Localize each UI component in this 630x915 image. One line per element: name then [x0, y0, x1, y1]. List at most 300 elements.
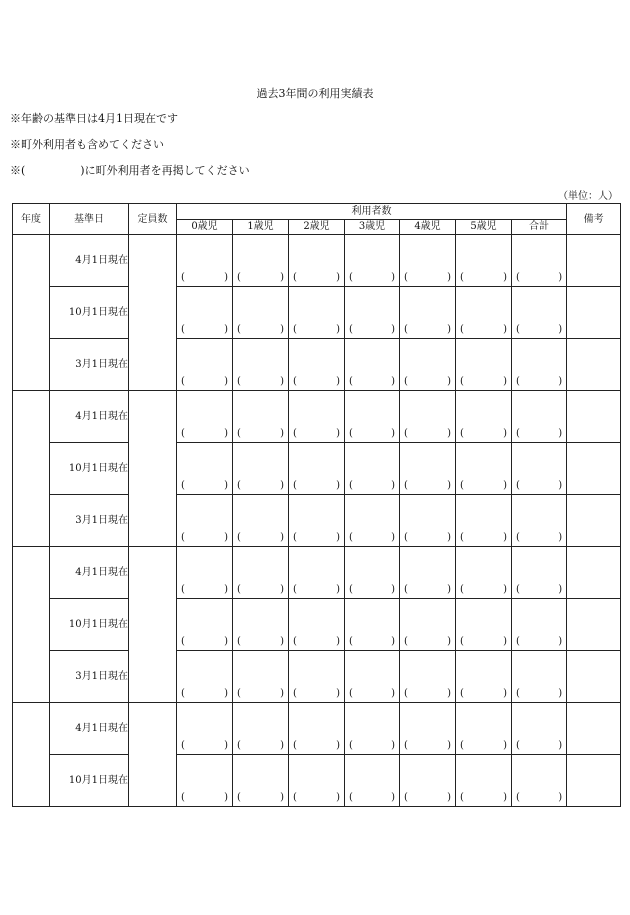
- paren-close: ): [280, 636, 284, 647]
- outside-restate-paren: [293, 689, 340, 699]
- user-count-cell[interactable]: [345, 391, 400, 443]
- paren-open: (: [181, 584, 185, 595]
- outside-restate-paren: [516, 429, 562, 439]
- paren-close: ): [558, 480, 563, 491]
- paren-open: (: [404, 740, 408, 751]
- paren-open: (: [349, 324, 353, 335]
- paren-close: ): [224, 636, 228, 647]
- user-count-cell[interactable]: [177, 755, 233, 807]
- paren-close: ): [280, 324, 284, 335]
- user-count-cell[interactable]: [177, 495, 233, 547]
- outside-restate-paren: [516, 325, 562, 335]
- outside-restate-paren: [404, 741, 451, 751]
- table-row: [13, 495, 621, 547]
- paren-open: (: [181, 636, 185, 647]
- paren-open: (: [237, 324, 241, 335]
- user-count-cell[interactable]: [345, 443, 400, 495]
- base-date-label: 10月1日現在: [68, 619, 128, 630]
- paren-open: (: [181, 688, 185, 699]
- outside-restate-paren: [516, 793, 562, 803]
- outside-restate-paren: [460, 689, 507, 699]
- paren-open: (: [293, 584, 297, 595]
- paren-open: (: [237, 376, 241, 387]
- year-cell[interactable]: [13, 547, 50, 703]
- paren-close: ): [224, 480, 228, 491]
- user-count-cell[interactable]: [456, 755, 512, 807]
- header-year: 年度: [13, 204, 50, 235]
- paren-close: ): [391, 272, 395, 283]
- user-count-cell[interactable]: [289, 703, 345, 755]
- paren-open: (: [349, 636, 353, 647]
- paren-open: (: [293, 636, 297, 647]
- outside-restate-paren: [404, 429, 451, 439]
- outside-restate-paren: [237, 637, 284, 647]
- paren-close: ): [503, 636, 507, 647]
- note-restate-outside: ※( )に町外利用者を再掲してください: [10, 164, 250, 177]
- user-count-cell[interactable]: [456, 391, 512, 443]
- user-count-cell[interactable]: [456, 651, 512, 703]
- outside-restate-paren: [237, 429, 284, 439]
- paren-close: ): [503, 532, 507, 543]
- user-count-cell[interactable]: [400, 287, 456, 339]
- paren-open: (: [237, 584, 241, 595]
- paren-open: (: [237, 532, 241, 543]
- outside-restate-paren: [516, 637, 562, 647]
- user-count-cell[interactable]: [456, 547, 512, 599]
- paren-open: (: [237, 792, 241, 803]
- paren-open: (: [516, 636, 520, 647]
- paren-close: ): [558, 428, 563, 439]
- paren-open: (: [349, 792, 353, 803]
- base-date-label: 10月1日現在: [68, 775, 128, 786]
- user-count-cell[interactable]: [289, 651, 345, 703]
- user-count-cell[interactable]: [400, 755, 456, 807]
- user-count-cell[interactable]: [289, 235, 345, 287]
- paren-close: ): [391, 688, 395, 699]
- paren-open: (: [460, 792, 464, 803]
- user-count-cell[interactable]: [233, 755, 289, 807]
- note-age-basis: ※年齢の基準日は4月1日現在です: [10, 112, 178, 125]
- user-count-cell[interactable]: [177, 391, 233, 443]
- table-row: [13, 339, 621, 391]
- user-count-cell[interactable]: [177, 651, 233, 703]
- outside-restate-paren: [293, 533, 340, 543]
- paren-open: (: [516, 740, 520, 751]
- outside-restate-paren: [237, 273, 284, 283]
- paren-open: (: [460, 272, 464, 283]
- user-count-cell[interactable]: [233, 547, 289, 599]
- outside-restate-paren: [181, 377, 228, 387]
- header-capacity: 定員数: [129, 204, 177, 235]
- outside-restate-paren: [349, 741, 395, 751]
- user-count-cell[interactable]: [512, 495, 567, 547]
- base-date-label: 4月1日現在: [75, 255, 128, 266]
- user-count-cell[interactable]: [345, 703, 400, 755]
- paren-open: (: [181, 272, 185, 283]
- outside-restate-paren: [404, 481, 451, 491]
- paren-close: ): [280, 480, 284, 491]
- user-count-cell[interactable]: [345, 339, 400, 391]
- paren-close: ): [447, 688, 451, 699]
- user-count-cell[interactable]: [512, 339, 567, 391]
- user-count-cell[interactable]: [289, 443, 345, 495]
- paren-open: (: [237, 688, 241, 699]
- user-count-cell[interactable]: [512, 599, 567, 651]
- user-count-cell[interactable]: [345, 755, 400, 807]
- paren-close: ): [391, 376, 395, 387]
- usage-record-table: [12, 203, 621, 807]
- paren-close: ): [447, 480, 451, 491]
- paren-open: (: [293, 532, 297, 543]
- outside-restate-paren: [460, 377, 507, 387]
- paren-close: ): [336, 532, 340, 543]
- base-date-label: 3月1日現在: [75, 359, 128, 370]
- outside-restate-paren: [404, 793, 451, 803]
- base-date-cell: [50, 391, 129, 443]
- user-count-cell[interactable]: [456, 339, 512, 391]
- paren-close: ): [224, 532, 228, 543]
- year-cell[interactable]: [13, 703, 50, 807]
- outside-restate-paren: [516, 533, 562, 543]
- paren-close: ): [391, 324, 395, 335]
- user-count-cell[interactable]: [289, 339, 345, 391]
- table-row: [13, 703, 621, 755]
- remarks-cell[interactable]: [567, 599, 621, 651]
- header-age-6: 合計: [512, 219, 567, 235]
- user-count-cell[interactable]: [456, 443, 512, 495]
- paren-close: ): [280, 376, 284, 387]
- outside-restate-paren: [460, 273, 507, 283]
- paren-open: (: [237, 740, 241, 751]
- remarks-cell[interactable]: [567, 235, 621, 287]
- user-count-cell[interactable]: [233, 339, 289, 391]
- remarks-cell[interactable]: [567, 443, 621, 495]
- user-count-cell[interactable]: [177, 547, 233, 599]
- capacity-cell[interactable]: [129, 547, 177, 703]
- outside-restate-paren: [293, 273, 340, 283]
- paren-open: (: [237, 428, 241, 439]
- paren-close: ): [558, 272, 563, 283]
- user-count-cell[interactable]: [400, 599, 456, 651]
- paren-open: (: [516, 532, 520, 543]
- paren-open: (: [404, 584, 408, 595]
- paren-open: (: [181, 792, 185, 803]
- paren-close: ): [391, 532, 395, 543]
- outside-restate-paren: [349, 325, 395, 335]
- user-count-cell[interactable]: [233, 443, 289, 495]
- outside-restate-paren: [404, 273, 451, 283]
- outside-restate-paren: [237, 481, 284, 491]
- outside-restate-paren: [237, 585, 284, 595]
- paren-close: ): [558, 376, 563, 387]
- paren-close: ): [391, 480, 395, 491]
- paren-close: ): [280, 272, 284, 283]
- year-cell[interactable]: [13, 235, 50, 391]
- outside-restate-paren: [181, 533, 228, 543]
- paren-close: ): [336, 428, 340, 439]
- remarks-cell[interactable]: [567, 547, 621, 599]
- outside-restate-paren: [460, 481, 507, 491]
- table-row: [13, 755, 621, 807]
- table-row: [13, 235, 621, 287]
- paren-close: ): [224, 272, 228, 283]
- outside-restate-paren: [349, 793, 395, 803]
- outside-restate-paren: [349, 585, 395, 595]
- paren-close: ): [280, 740, 284, 751]
- user-count-cell[interactable]: [233, 495, 289, 547]
- outside-restate-paren: [460, 741, 507, 751]
- paren-close: ): [447, 428, 451, 439]
- paren-close: ): [391, 584, 395, 595]
- outside-restate-paren: [460, 637, 507, 647]
- outside-restate-paren: [293, 429, 340, 439]
- paren-close: ): [503, 376, 507, 387]
- user-count-cell[interactable]: [400, 391, 456, 443]
- outside-restate-paren: [293, 325, 340, 335]
- user-count-cell[interactable]: [400, 235, 456, 287]
- outside-restate-paren: [516, 377, 562, 387]
- remarks-cell[interactable]: [567, 339, 621, 391]
- paren-close: ): [503, 272, 507, 283]
- outside-restate-paren: [460, 429, 507, 439]
- paren-close: ): [391, 792, 395, 803]
- remarks-cell[interactable]: [567, 651, 621, 703]
- paren-close: ): [503, 792, 507, 803]
- outside-restate-paren: [460, 793, 507, 803]
- base-date-cell: [50, 235, 129, 287]
- paren-close: ): [503, 584, 507, 595]
- paren-open: (: [237, 480, 241, 491]
- user-count-cell[interactable]: [400, 339, 456, 391]
- base-date-label: 4月1日現在: [75, 723, 128, 734]
- paren-close: ): [224, 740, 228, 751]
- outside-restate-paren: [516, 689, 562, 699]
- remarks-cell[interactable]: [567, 495, 621, 547]
- user-count-cell[interactable]: [345, 547, 400, 599]
- outside-restate-paren: [293, 793, 340, 803]
- paren-open: (: [181, 428, 185, 439]
- paren-close: ): [558, 532, 563, 543]
- remarks-cell[interactable]: [567, 391, 621, 443]
- user-count-cell[interactable]: [512, 443, 567, 495]
- paren-close: ): [391, 428, 395, 439]
- outside-restate-paren: [181, 429, 228, 439]
- outside-restate-paren: [516, 273, 562, 283]
- paren-open: (: [404, 480, 408, 491]
- paren-open: (: [349, 428, 353, 439]
- remarks-cell[interactable]: [567, 755, 621, 807]
- base-date-cell: [50, 339, 129, 391]
- outside-restate-paren: [237, 533, 284, 543]
- user-count-cell[interactable]: [512, 703, 567, 755]
- user-count-cell[interactable]: [177, 235, 233, 287]
- user-count-cell[interactable]: [233, 287, 289, 339]
- user-count-cell[interactable]: [233, 651, 289, 703]
- header-age-2: 2歳児: [289, 219, 345, 235]
- outside-restate-paren: [349, 637, 395, 647]
- paren-close: ): [336, 688, 340, 699]
- paren-close: ): [224, 324, 228, 335]
- user-count-cell[interactable]: [456, 599, 512, 651]
- outside-restate-paren: [181, 793, 228, 803]
- paren-open: (: [293, 324, 297, 335]
- outside-restate-paren: [237, 325, 284, 335]
- paren-close: ): [558, 740, 563, 751]
- user-count-cell[interactable]: [345, 495, 400, 547]
- unit-label: （単位：人）: [558, 191, 618, 202]
- paren-close: ): [447, 740, 451, 751]
- note-include-outside: ※町外利用者も含めてください: [10, 138, 164, 151]
- paren-open: (: [349, 376, 353, 387]
- capacity-cell[interactable]: [129, 391, 177, 547]
- header-users: 利用者数: [177, 204, 567, 220]
- table-row: [13, 287, 621, 339]
- base-date-cell: [50, 495, 129, 547]
- user-count-cell[interactable]: [512, 547, 567, 599]
- paren-open: (: [404, 688, 408, 699]
- user-count-cell[interactable]: [233, 599, 289, 651]
- user-count-cell[interactable]: [177, 339, 233, 391]
- paren-close: ): [447, 324, 451, 335]
- base-date-cell: [50, 443, 129, 495]
- paren-close: ): [558, 792, 563, 803]
- user-count-cell[interactable]: [177, 703, 233, 755]
- outside-restate-paren: [349, 273, 395, 283]
- outside-restate-paren: [404, 585, 451, 595]
- outside-restate-paren: [237, 377, 284, 387]
- user-count-cell[interactable]: [400, 651, 456, 703]
- paren-open: (: [460, 636, 464, 647]
- user-count-cell[interactable]: [512, 391, 567, 443]
- paren-close: ): [280, 532, 284, 543]
- user-count-cell[interactable]: [289, 391, 345, 443]
- paren-open: (: [237, 636, 241, 647]
- outside-restate-paren: [293, 585, 340, 595]
- user-count-cell[interactable]: [345, 287, 400, 339]
- capacity-cell[interactable]: [129, 703, 177, 807]
- paren-open: (: [404, 324, 408, 335]
- outside-restate-paren: [349, 689, 395, 699]
- user-count-cell[interactable]: [400, 703, 456, 755]
- user-count-cell[interactable]: [456, 495, 512, 547]
- paren-open: (: [293, 740, 297, 751]
- user-count-cell[interactable]: [400, 547, 456, 599]
- paren-close: ): [224, 428, 228, 439]
- user-count-cell[interactable]: [345, 599, 400, 651]
- paren-open: (: [181, 376, 185, 387]
- paren-open: (: [349, 480, 353, 491]
- paren-open: (: [293, 688, 297, 699]
- base-date-label: 10月1日現在: [68, 463, 128, 474]
- paren-open: (: [460, 376, 464, 387]
- paren-close: ): [447, 532, 451, 543]
- outside-restate-paren: [293, 741, 340, 751]
- outside-restate-paren: [181, 585, 228, 595]
- paren-close: ): [558, 584, 563, 595]
- header-age-4: 4歳児: [400, 219, 456, 235]
- outside-restate-paren: [293, 377, 340, 387]
- paren-close: ): [447, 272, 451, 283]
- paren-open: (: [349, 688, 353, 699]
- outside-restate-paren: [404, 689, 451, 699]
- user-count-cell[interactable]: [233, 235, 289, 287]
- paren-close: ): [336, 272, 340, 283]
- outside-restate-paren: [349, 377, 395, 387]
- paren-open: (: [293, 272, 297, 283]
- outside-restate-paren: [516, 741, 562, 751]
- paren-close: ): [336, 324, 340, 335]
- remarks-cell[interactable]: [567, 287, 621, 339]
- user-count-cell[interactable]: [289, 547, 345, 599]
- outside-restate-paren: [181, 325, 228, 335]
- user-count-cell[interactable]: [289, 287, 345, 339]
- user-count-cell[interactable]: [512, 651, 567, 703]
- paren-open: (: [460, 740, 464, 751]
- user-count-cell[interactable]: [177, 287, 233, 339]
- user-count-cell[interactable]: [289, 755, 345, 807]
- paren-close: ): [336, 376, 340, 387]
- user-count-cell[interactable]: [345, 651, 400, 703]
- paren-open: (: [460, 480, 464, 491]
- paren-close: ): [558, 324, 563, 335]
- header-age-5: 5歳児: [456, 219, 512, 235]
- base-date-cell: [50, 651, 129, 703]
- paren-open: (: [516, 480, 520, 491]
- document-title: 過去3年間の利用実績表: [256, 87, 374, 100]
- user-count-cell[interactable]: [456, 235, 512, 287]
- user-count-cell[interactable]: [512, 235, 567, 287]
- outside-restate-paren: [237, 793, 284, 803]
- paren-open: (: [460, 428, 464, 439]
- user-count-cell[interactable]: [456, 287, 512, 339]
- paren-open: (: [404, 428, 408, 439]
- outside-restate-paren: [181, 637, 228, 647]
- paren-close: ): [280, 584, 284, 595]
- user-count-cell[interactable]: [512, 755, 567, 807]
- paren-close: ): [280, 688, 284, 699]
- paren-open: (: [516, 688, 520, 699]
- user-count-cell[interactable]: [456, 703, 512, 755]
- paren-open: (: [404, 376, 408, 387]
- header-remarks: 備考: [567, 204, 621, 235]
- user-count-cell[interactable]: [233, 703, 289, 755]
- header-age-0: 0歳児: [177, 219, 233, 235]
- paren-close: ): [224, 688, 228, 699]
- user-count-cell[interactable]: [177, 599, 233, 651]
- outside-restate-paren: [404, 637, 451, 647]
- table-body: [13, 235, 621, 807]
- paren-close: ): [391, 740, 395, 751]
- outside-restate-paren: [404, 533, 451, 543]
- user-count-cell[interactable]: [400, 443, 456, 495]
- user-count-cell[interactable]: [233, 391, 289, 443]
- user-count-cell[interactable]: [400, 495, 456, 547]
- user-count-cell[interactable]: [289, 599, 345, 651]
- user-count-cell[interactable]: [512, 287, 567, 339]
- user-count-cell[interactable]: [177, 443, 233, 495]
- outside-restate-paren: [181, 481, 228, 491]
- capacity-cell[interactable]: [129, 235, 177, 391]
- base-date-label: 10月1日現在: [68, 307, 128, 318]
- user-count-cell[interactable]: [345, 235, 400, 287]
- year-cell[interactable]: [13, 391, 50, 547]
- base-date-cell: [50, 599, 129, 651]
- outside-restate-paren: [181, 273, 228, 283]
- user-count-cell[interactable]: [289, 495, 345, 547]
- remarks-cell[interactable]: [567, 703, 621, 755]
- paren-close: ): [336, 792, 340, 803]
- paren-close: ): [447, 584, 451, 595]
